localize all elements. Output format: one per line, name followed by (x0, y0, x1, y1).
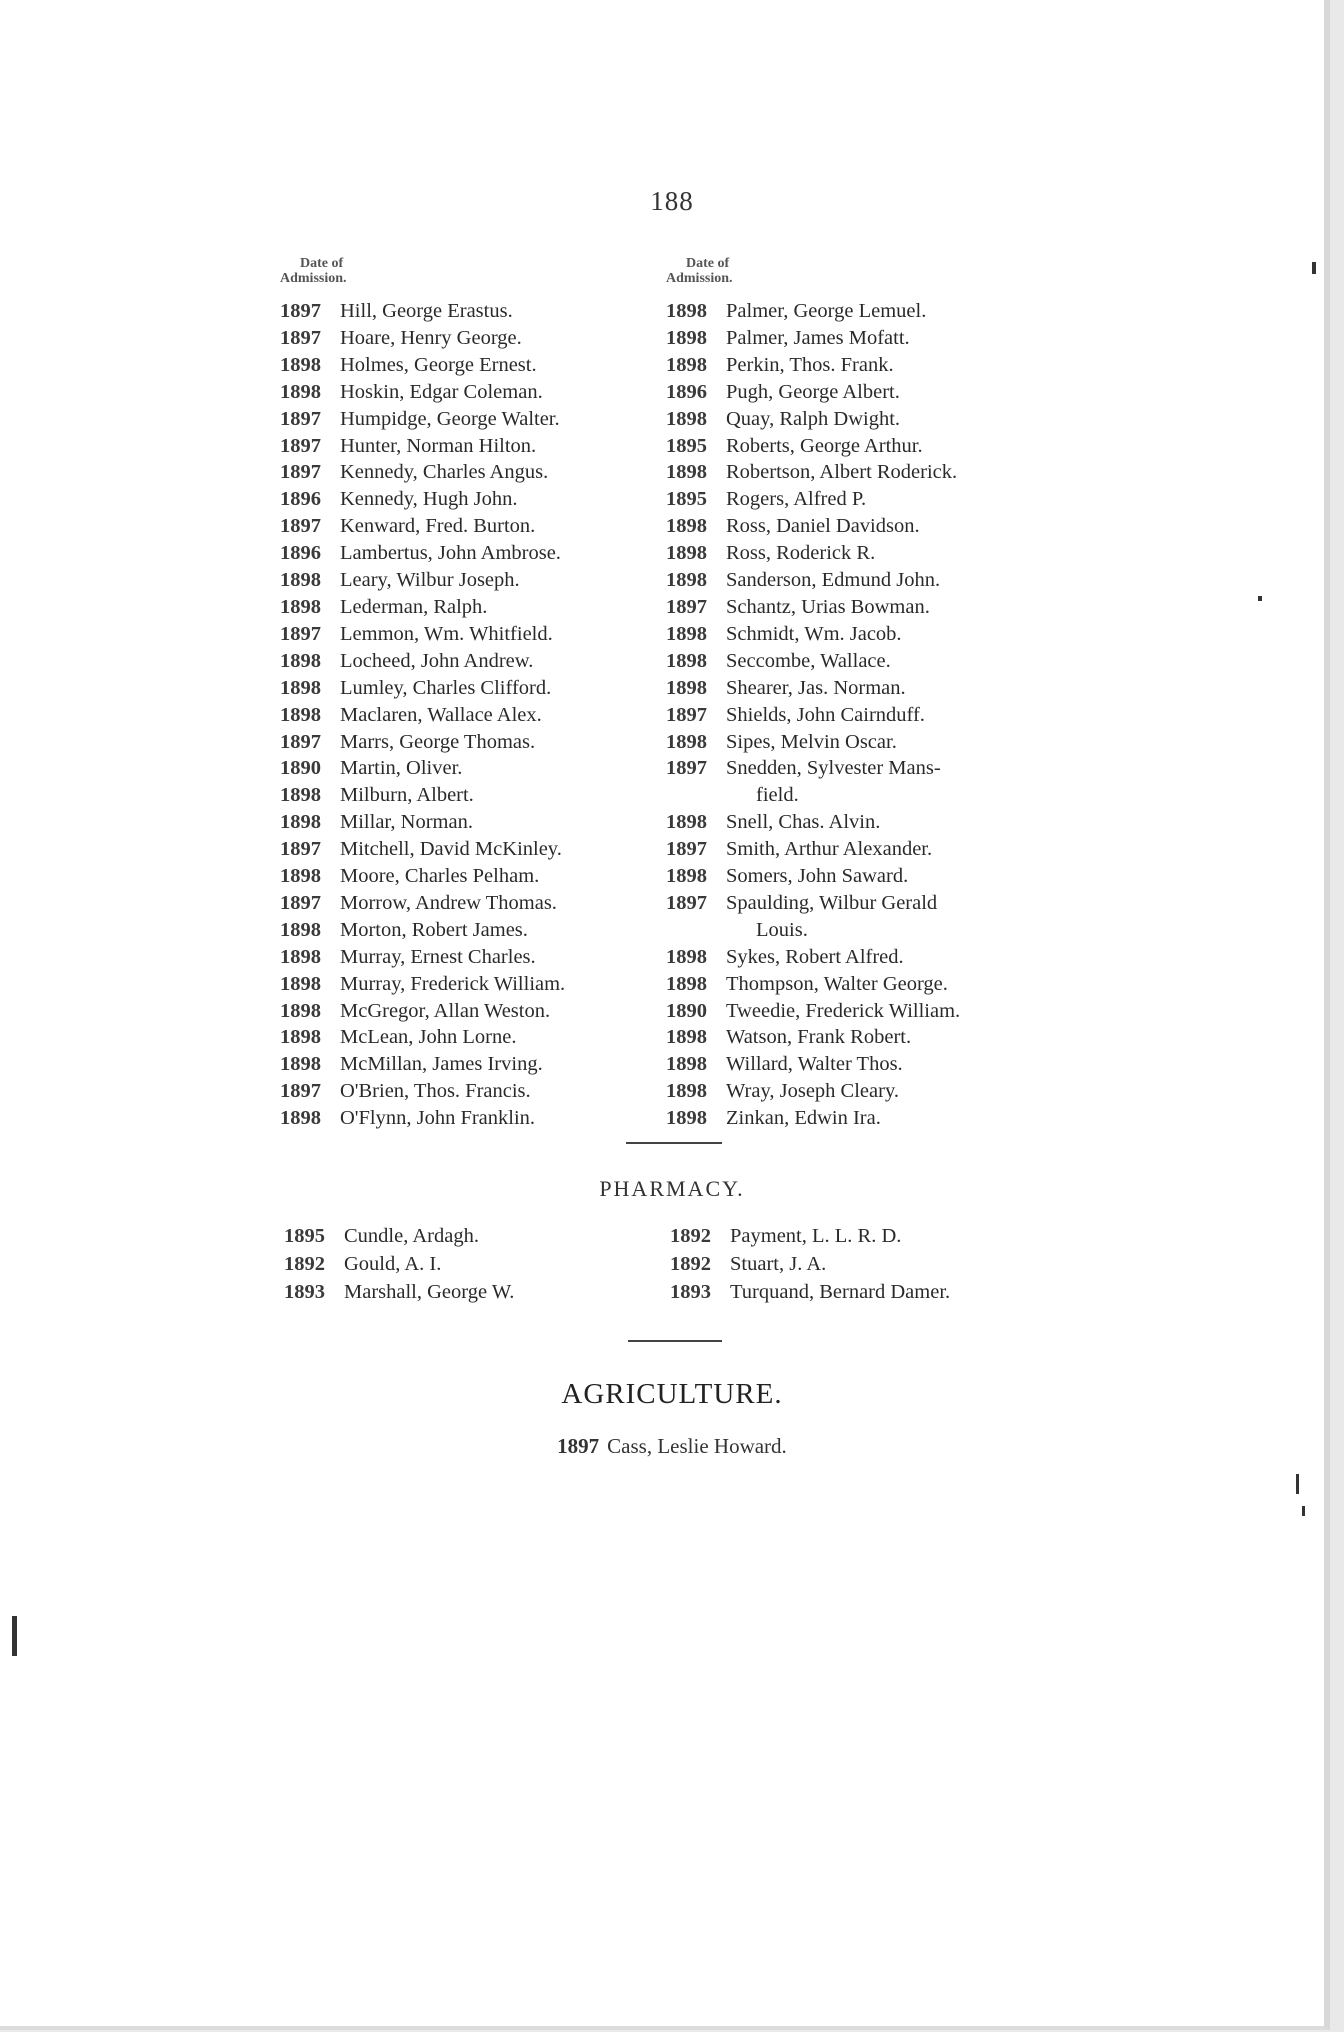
student-name: Marrs, George Thomas. (340, 730, 536, 753)
admission-year: 1898 (666, 1107, 707, 1130)
roster-entry (666, 513, 1066, 540)
roster-entry (666, 836, 1066, 863)
admission-year: 1896 (666, 380, 707, 403)
admission-year: 1897 (280, 622, 321, 645)
student-name-block (340, 459, 660, 486)
student-name: Somers, John Saward. (726, 865, 909, 888)
student-name: Pugh, George Albert. (726, 380, 900, 403)
admission-year: 1897 (280, 300, 321, 322)
roster-entry (666, 325, 1066, 352)
student-name: Payment, L. L. R. D. (730, 1225, 902, 1247)
roster-entry (280, 648, 660, 675)
admission-year: 1898 (280, 784, 321, 807)
roster-entry (666, 998, 1066, 1025)
student-name-block (340, 352, 660, 379)
student-name-continuation: Louis. (756, 918, 808, 941)
student-name-block (340, 513, 660, 540)
student-name: Quay, Ralph Dwight. (726, 407, 901, 430)
student-name-block (730, 1250, 1070, 1278)
student-name: Snedden, Sylvester Mans- (726, 757, 941, 780)
roster-entry (280, 621, 660, 648)
student-name: Maclaren, Wallace Alex. (340, 703, 542, 726)
student-name: Ross, Roderick R. (726, 542, 876, 565)
admission-year: 1897 (280, 515, 321, 538)
student-name: Hoskin, Edgar Coleman. (340, 380, 543, 403)
student-name-block (726, 729, 1066, 756)
student-name-block (340, 540, 660, 567)
roster-left-column (280, 256, 660, 1132)
admission-year: 1898 (280, 1107, 321, 1130)
roster-entry (666, 890, 1066, 944)
student-name-block (340, 1105, 660, 1132)
student-name: Kenward, Fred. Burton. (340, 515, 536, 538)
student-name-block (340, 567, 660, 594)
admission-year: 1898 (280, 1026, 321, 1049)
admission-year: 1897 (280, 838, 321, 861)
student-name: Ross, Daniel Davidson. (726, 515, 920, 538)
student-name: Morrow, Andrew Thomas. (340, 891, 557, 914)
scan-mark (1296, 1474, 1299, 1494)
roster-entry (666, 567, 1066, 594)
roster-entry (666, 540, 1066, 567)
roster-entry (666, 944, 1066, 971)
roster-entry (280, 513, 660, 540)
student-name: Sipes, Melvin Oscar. (726, 730, 897, 753)
admission-year: 1893 (670, 1281, 711, 1303)
student-name-block (340, 971, 660, 998)
admission-year: 1892 (284, 1253, 325, 1275)
admission-year: 1898 (280, 676, 321, 699)
scan-mark (12, 1616, 17, 1656)
roster-entry (666, 1024, 1066, 1051)
student-name-block (726, 621, 1066, 648)
student-name-block (726, 567, 1066, 594)
roster-entry (280, 567, 660, 594)
roster-entry (666, 594, 1066, 621)
admission-year: 1892 (670, 1225, 711, 1247)
student-name: Palmer, George Lemuel. (726, 300, 927, 322)
student-name-block (340, 1078, 660, 1105)
student-name-block (340, 406, 660, 433)
student-name-block (726, 540, 1066, 567)
roster-entry (280, 782, 660, 809)
student-name: Milburn, Albert. (340, 784, 474, 807)
roster-entry (280, 809, 660, 836)
student-name-block (340, 729, 660, 756)
student-name: Cass, Leslie Howard. (607, 1434, 787, 1458)
student-name-block (726, 298, 1066, 325)
student-name-block (730, 1222, 1070, 1250)
student-name: Seccombe, Wallace. (726, 649, 891, 672)
admission-year: 1896 (280, 488, 321, 511)
admission-year: 1898 (666, 730, 707, 753)
student-name-block (726, 433, 1066, 460)
roster-entry (280, 298, 660, 325)
admission-year: 1890 (666, 999, 707, 1022)
student-name-block (340, 379, 660, 406)
roster-right-list (666, 298, 1066, 1132)
student-name: Lumley, Charles Clifford. (340, 676, 552, 699)
admission-year: 1898 (666, 1026, 707, 1049)
column-header-right (666, 256, 1066, 288)
student-name-block (340, 648, 660, 675)
student-name-continuation: field. (756, 784, 799, 807)
admission-year: 1897 (280, 730, 321, 753)
admission-year: 1898 (666, 300, 707, 322)
student-name: Tweedie, Frederick William. (726, 999, 961, 1022)
admission-year: 1898 (666, 461, 707, 484)
student-name-block (726, 1078, 1066, 1105)
column-header-left (280, 256, 660, 288)
student-name: Shearer, Jas. Norman. (726, 676, 906, 699)
admission-year: 1898 (280, 1053, 321, 1076)
student-name-block (730, 1278, 1070, 1306)
roster-entry (280, 836, 660, 863)
pharmacy-left-list (284, 1222, 664, 1306)
admission-year: 1898 (280, 569, 321, 592)
student-name-block (340, 755, 660, 782)
admission-year: 1898 (280, 353, 321, 376)
admission-year: 1898 (666, 1080, 707, 1103)
roster-entry (666, 702, 1066, 729)
student-name-block (726, 594, 1066, 621)
admission-year: 1898 (666, 945, 707, 968)
student-name: Rogers, Alfred P. (726, 488, 867, 511)
roster-entry (280, 352, 660, 379)
roster-entry (280, 540, 660, 567)
roster-entry (666, 971, 1066, 998)
roster-entry (280, 755, 660, 782)
student-name: Millar, Norman. (340, 811, 473, 834)
roster-left-list (280, 298, 660, 1132)
admission-year: 1898 (666, 676, 707, 699)
admission-year: 1898 (666, 811, 707, 834)
student-name: Cundle, Ardagh. (344, 1225, 479, 1247)
student-name: Willard, Walter Thos. (726, 1053, 903, 1076)
roster-entry (280, 325, 660, 352)
student-name: Lambertus, John Ambrose. (340, 542, 561, 565)
student-name: Lemmon, Wm. Whitfield. (340, 622, 553, 645)
student-name-block (340, 325, 660, 352)
student-name-block (340, 944, 660, 971)
roster-entry (280, 1024, 660, 1051)
admission-year: 1898 (280, 999, 321, 1022)
admission-year: 1897 (666, 891, 707, 914)
student-name: Mitchell, David McKinley. (340, 838, 562, 861)
student-name: Schantz, Urias Bowman. (726, 595, 930, 618)
student-name: Humpidge, George Walter. (340, 407, 560, 430)
roster-entry (670, 1278, 1070, 1306)
admission-year: 1897 (280, 1080, 321, 1103)
student-name: Thompson, Walter George. (726, 972, 948, 995)
admission-year: 1897 (280, 891, 321, 914)
student-name-block (726, 998, 1066, 1025)
pharmacy-title: PHARMACY. (599, 1176, 745, 1201)
admission-year: 1897 (280, 434, 321, 457)
roster-entry (280, 890, 660, 917)
student-name-block (340, 809, 660, 836)
roster-entry (666, 621, 1066, 648)
roster-entry (666, 352, 1066, 379)
admission-year: 1898 (280, 945, 321, 968)
pharmacy-right-list (670, 1222, 1070, 1306)
admission-year: 1898 (666, 649, 707, 672)
admission-year: 1897 (557, 1434, 600, 1458)
roster-entry (280, 433, 660, 460)
roster-entry (284, 1250, 664, 1278)
page-number: 188 (650, 186, 694, 216)
student-name-block (726, 809, 1066, 836)
student-name: Stuart, J. A. (730, 1253, 827, 1275)
scan-mark (1258, 596, 1262, 601)
admission-year: 1897 (666, 595, 707, 618)
student-name-block (726, 459, 1066, 486)
roster-entry (666, 379, 1066, 406)
roster-entry (666, 459, 1066, 486)
admission-year: 1898 (280, 649, 321, 672)
admission-year: 1897 (666, 838, 707, 861)
admission-year: 1895 (666, 434, 707, 457)
student-name-block (726, 513, 1066, 540)
roster-entry (666, 406, 1066, 433)
student-name-block (340, 702, 660, 729)
student-name-block (726, 1024, 1066, 1051)
roster-entry (280, 379, 660, 406)
student-name-block (340, 433, 660, 460)
student-name: Martin, Oliver. (340, 757, 463, 780)
roster-entry (666, 1105, 1066, 1132)
admission-year: 1898 (666, 865, 707, 888)
student-name: Moore, Charles Pelham. (340, 865, 540, 888)
roster-entry (666, 1051, 1066, 1078)
roster-entry (666, 648, 1066, 675)
admission-year: 1898 (666, 972, 707, 995)
student-name-block (340, 1051, 660, 1078)
roster-entry (666, 755, 1066, 809)
admission-year: 1898 (666, 407, 707, 430)
student-name-block (344, 1222, 664, 1250)
student-name: Kennedy, Charles Angus. (340, 461, 549, 484)
pharmacy-right-column (670, 1222, 1070, 1306)
roster-entry (280, 406, 660, 433)
roster-entry (280, 702, 660, 729)
student-name: Sykes, Robert Alfred. (726, 945, 904, 968)
student-name-block (340, 675, 660, 702)
student-name: Robertson, Albert Roderick. (726, 461, 958, 484)
student-name: Murray, Ernest Charles. (340, 945, 536, 968)
student-name: Turquand, Bernard Damer. (730, 1281, 951, 1303)
roster-entry (280, 1105, 660, 1132)
agriculture-entry (0, 1434, 1344, 1459)
student-name: Wray, Joseph Cleary. (726, 1080, 899, 1103)
student-name: Murray, Frederick William. (340, 972, 566, 995)
student-name: Marshall, George W. (344, 1281, 515, 1303)
roster-entry (280, 486, 660, 513)
student-name: Locheed, John Andrew. (340, 649, 534, 672)
student-name-block (340, 621, 660, 648)
admission-year: 1898 (280, 595, 321, 618)
student-name: Sanderson, Edmund John. (726, 569, 941, 592)
roster-entry (280, 675, 660, 702)
student-name: Shields, John Cairnduff. (726, 703, 925, 726)
roster-entry (670, 1250, 1070, 1278)
admission-year: 1898 (280, 972, 321, 995)
roster-entry (280, 917, 660, 944)
student-name-block (726, 890, 1066, 944)
admission-year: 1896 (280, 542, 321, 565)
student-name: Watson, Frank Robert. (726, 1026, 912, 1049)
student-name: Morton, Robert James. (340, 918, 528, 941)
student-name-block (726, 863, 1066, 890)
admission-year: 1898 (280, 811, 321, 834)
admission-year: 1893 (284, 1281, 325, 1303)
roster-entry (280, 1051, 660, 1078)
scan-mark (1302, 1506, 1305, 1516)
scan-mark (1312, 262, 1316, 274)
admission-year: 1890 (280, 757, 321, 780)
student-name: O'Flynn, John Franklin. (340, 1107, 536, 1130)
admission-year: 1898 (666, 1053, 707, 1076)
student-name: Smith, Arthur Alexander. (726, 838, 933, 861)
student-name: Hunter, Norman Hilton. (340, 434, 537, 457)
roster-entry (666, 729, 1066, 756)
pharmacy-left-column (284, 1222, 664, 1306)
student-name: McGregor, Allan Weston. (340, 999, 551, 1022)
student-name-block (726, 379, 1066, 406)
roster-entry (280, 1078, 660, 1105)
student-name-block (340, 998, 660, 1025)
roster-entry (280, 971, 660, 998)
roster-entry (666, 863, 1066, 890)
student-name: Perkin, Thos. Frank. (726, 353, 894, 376)
student-name-block (726, 1105, 1066, 1132)
student-name: Gould, A. I. (344, 1253, 442, 1275)
admission-year: 1898 (280, 703, 321, 726)
admission-year: 1892 (670, 1253, 711, 1275)
roster-entry (666, 298, 1066, 325)
roster-entry (280, 998, 660, 1025)
student-name: Kennedy, Hugh John. (340, 488, 518, 511)
admission-year: 1897 (280, 407, 321, 430)
student-name-block (726, 406, 1066, 433)
admission-year: 1895 (284, 1225, 325, 1247)
roster-entry (666, 433, 1066, 460)
admission-year: 1897 (666, 757, 707, 780)
admission-year: 1898 (280, 865, 321, 888)
student-name: Zinkan, Edwin Ira. (726, 1107, 881, 1130)
admission-year: 1898 (666, 326, 707, 349)
section-divider (628, 1340, 722, 1342)
student-name: Palmer, James Mofatt. (726, 326, 910, 349)
student-name-block (340, 486, 660, 513)
student-name-block (340, 863, 660, 890)
roster-entry (280, 863, 660, 890)
admission-year: 1897 (666, 703, 707, 726)
student-name-block (726, 755, 1066, 809)
roster-entry (280, 729, 660, 756)
student-name-block (340, 298, 660, 325)
student-name-block (340, 890, 660, 917)
student-name-block (340, 594, 660, 621)
roster-entry (666, 675, 1066, 702)
admission-year: 1897 (280, 326, 321, 349)
student-name-block (340, 917, 660, 944)
admission-year: 1898 (666, 569, 707, 592)
agriculture-title: AGRICULTURE. (561, 1378, 783, 1410)
student-name-block (726, 648, 1066, 675)
student-name-block (726, 702, 1066, 729)
column-header-line1: Date of (300, 256, 344, 271)
student-name: McMillan, James Irving. (340, 1053, 543, 1076)
student-name: Leary, Wilbur Joseph. (340, 569, 520, 592)
admission-year: 1898 (666, 622, 707, 645)
roster-entry (280, 594, 660, 621)
roster-right-column (666, 256, 1066, 1132)
student-name: Holmes, George Ernest. (340, 353, 537, 376)
admission-year: 1898 (666, 353, 707, 376)
student-name-block (344, 1278, 664, 1306)
student-name-block (726, 486, 1066, 513)
roster-entry (280, 944, 660, 971)
student-name-block (340, 1024, 660, 1051)
roster-entry (280, 459, 660, 486)
roster-entry (284, 1222, 664, 1250)
student-name-block (340, 836, 660, 863)
column-header-line2: Admission. (280, 271, 347, 286)
admission-year: 1897 (280, 461, 321, 484)
student-name: Hill, George Erastus. (340, 300, 513, 322)
admission-year: 1898 (666, 542, 707, 565)
admission-year: 1895 (666, 488, 707, 511)
student-name-block (340, 782, 660, 809)
roster-entry (666, 486, 1066, 513)
student-name: Lederman, Ralph. (340, 595, 488, 618)
student-name: O'Brien, Thos. Francis. (340, 1080, 531, 1103)
student-name-block (726, 971, 1066, 998)
student-name: McLean, John Lorne. (340, 1026, 517, 1049)
column-header-line1: Date of (686, 256, 730, 271)
admission-year: 1898 (666, 515, 707, 538)
student-name: Hoare, Henry George. (340, 326, 522, 349)
student-name: Schmidt, Wm. Jacob. (726, 622, 902, 645)
admission-year: 1898 (280, 918, 321, 941)
student-name-block (726, 325, 1066, 352)
student-name: Spaulding, Wilbur Gerald (726, 891, 938, 914)
student-name: Snell, Chas. Alvin. (726, 811, 881, 834)
admission-year: 1898 (280, 380, 321, 403)
student-name-block (726, 944, 1066, 971)
roster-entry (666, 809, 1066, 836)
roster-entry (670, 1222, 1070, 1250)
student-name-block (726, 836, 1066, 863)
roster-entry (666, 1078, 1066, 1105)
student-name-block (726, 1051, 1066, 1078)
student-name: Roberts, George Arthur. (726, 434, 923, 457)
roster-entry (284, 1278, 664, 1306)
column-header-line2: Admission. (666, 271, 733, 286)
student-name-block (726, 352, 1066, 379)
student-name-block (726, 675, 1066, 702)
section-divider (626, 1142, 722, 1144)
student-name-block (344, 1250, 664, 1278)
